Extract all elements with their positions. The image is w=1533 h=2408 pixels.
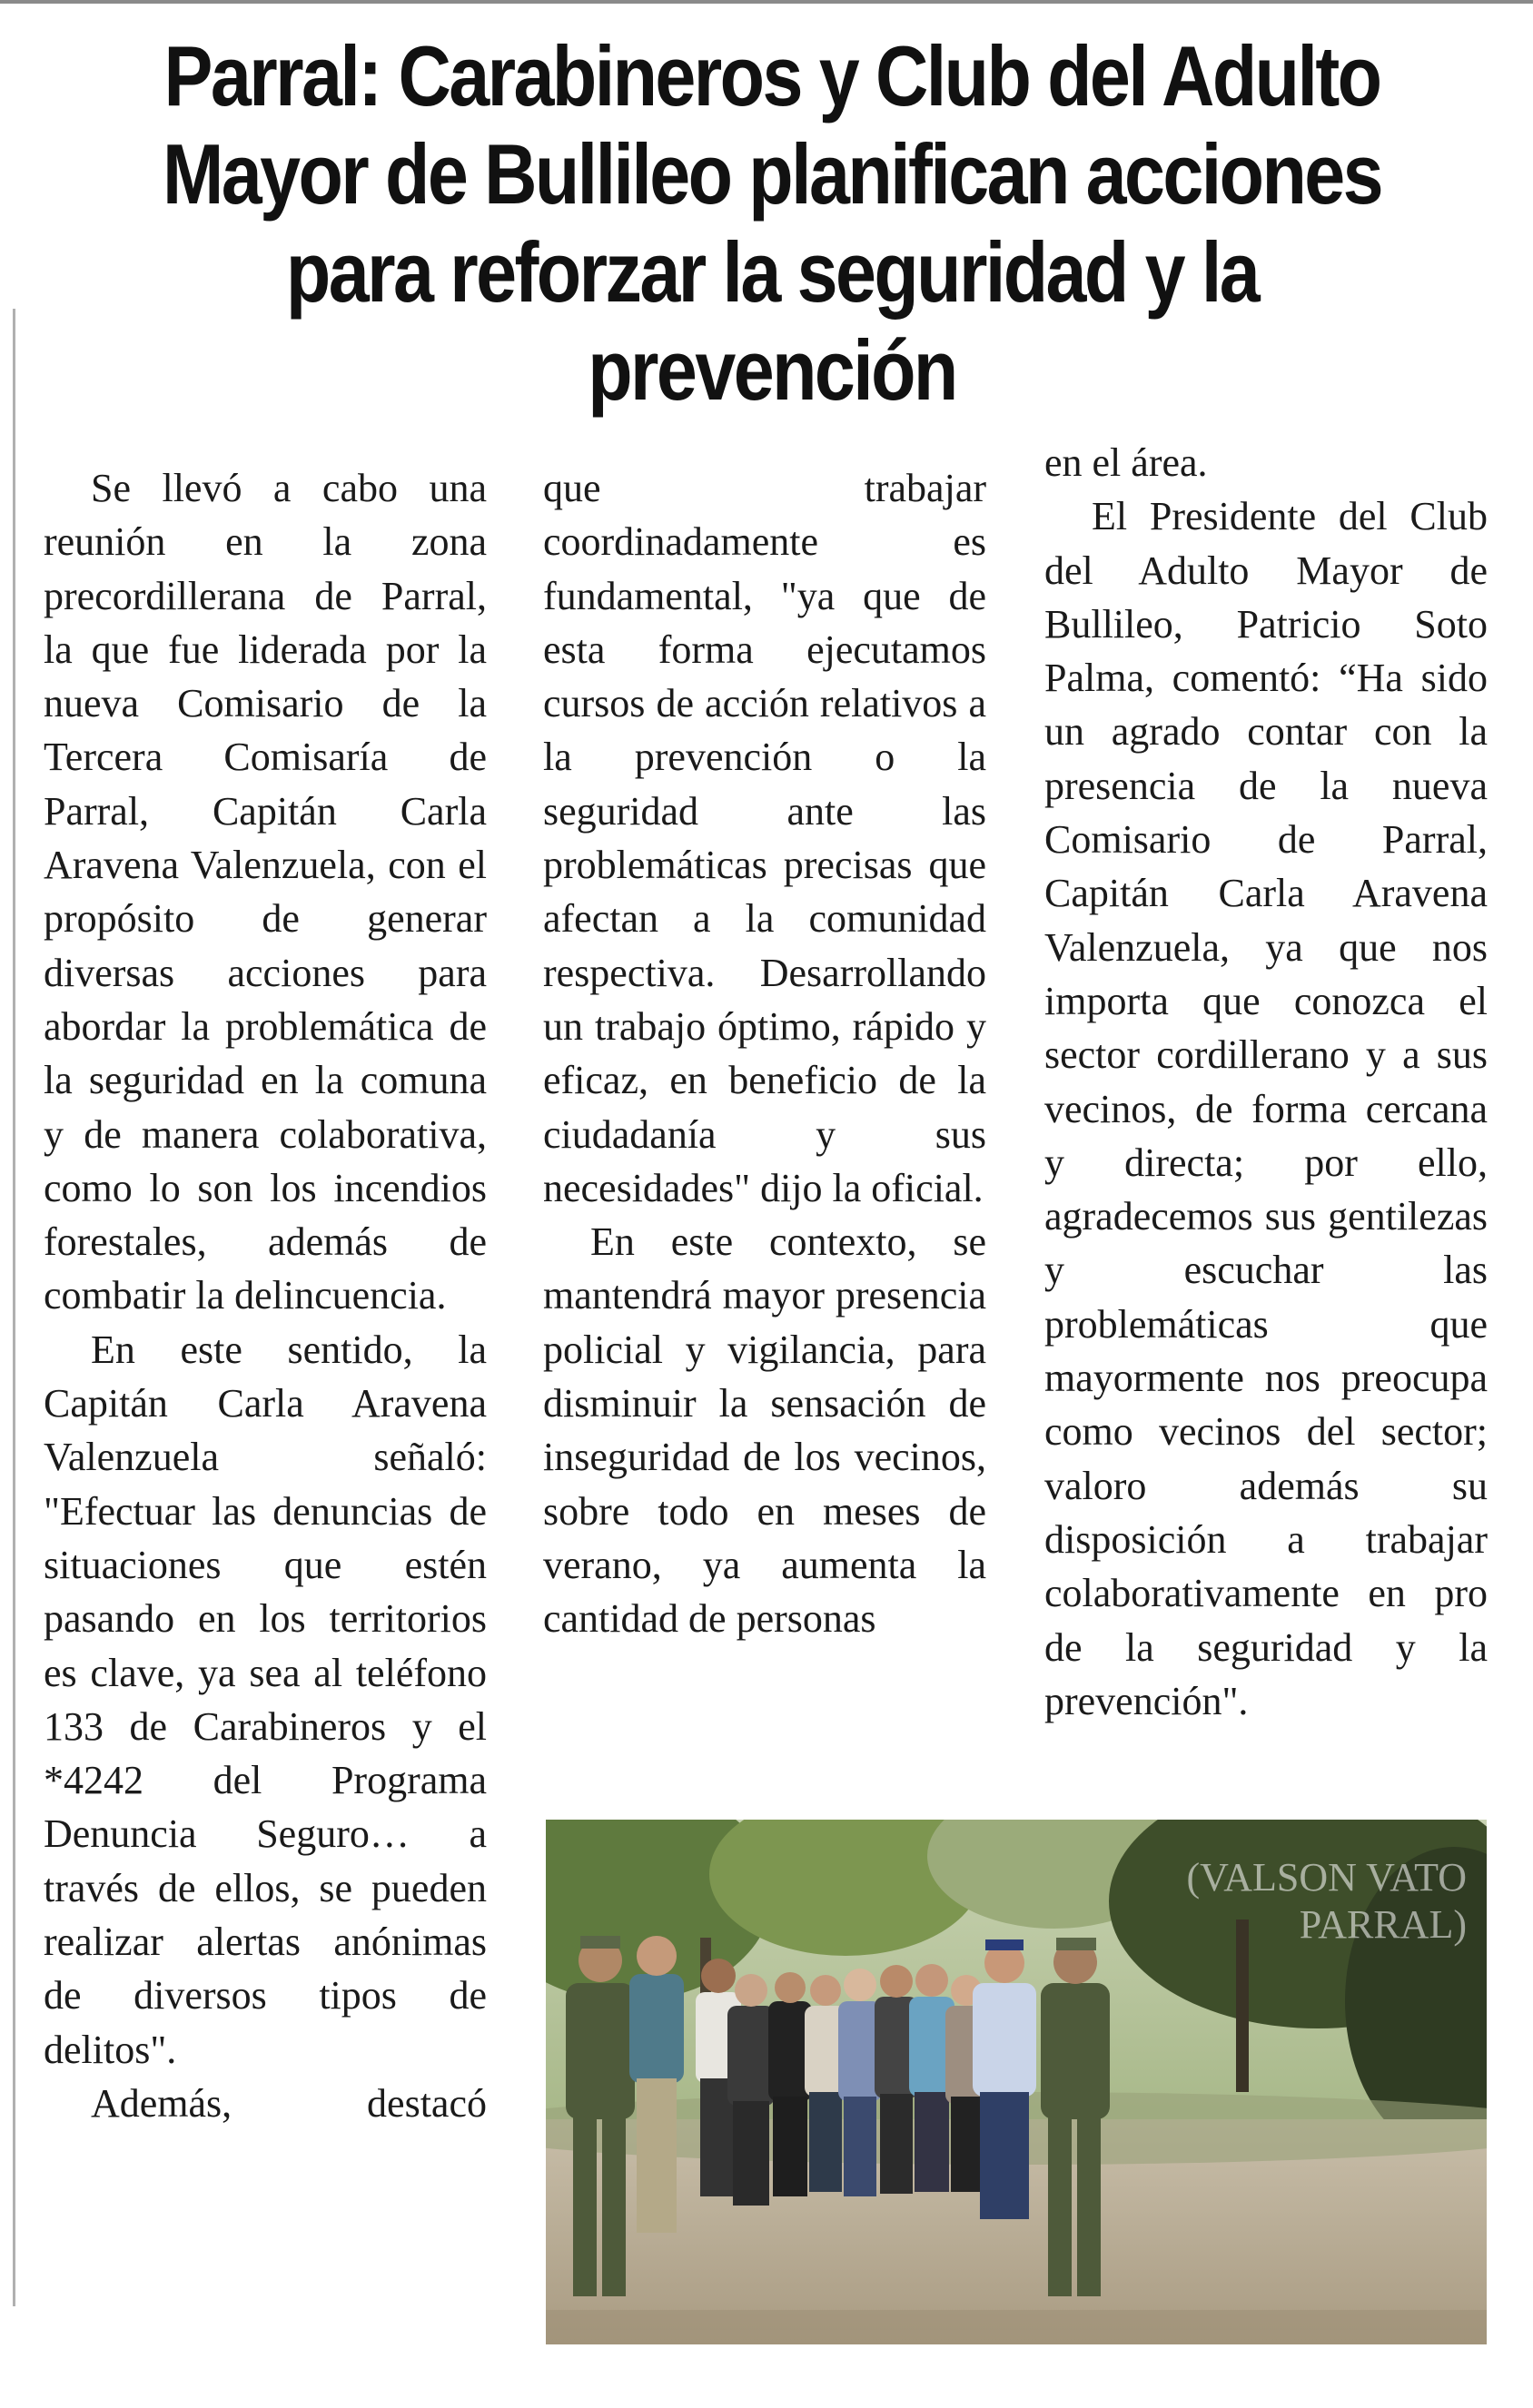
paragraph: que trabajar coordinadamente es fundamental, "ya que de esta forma ejecutamos cursos de acción relativos a la prevención o la seguridad ante las problemáticas precisas que afectan a la comunidad respectiva. Desarrollando un trabajo óptimo, rápido y eficaz, en beneficio de la ciudadanía y sus necesidades" dijo la oficial.: [543, 466, 986, 1210]
paragraph: Se llevó a cabo una reunión en la zona precordillerana de Parral, la que fue liderada por la nueva Comisario de la Tercera Comisaría de Parral, Capitán Carla Aravena Valenzuela, con el propósito de generar diversas acciones para abordar la problemática de la seguridad en la comuna y de manera colaborativa, como lo son los incendios forestales, además de combatir la delincuencia.: [44, 466, 487, 1318]
paragraph: El Presidente del Club del Adulto Mayor de Bullileo, Patricio Soto Palma, comentó: “Ha sido un agrado contar con la presencia de la nueva Comisario de Parral, Capitán Carla Aravena Valenzuela, ya que nos importa que conozca el sector cordillerano y a sus vecinos, de forma cercana y directa; por ello, agradecemos sus gentilezas y escuchar las problemáticas que mayormente nos preocupa como vecinos del sector; valoro además su disposición a trabajar colaborativamente en pro de la seguridad y la prevención".: [1044, 494, 1488, 1723]
paragraph: en el área.: [1044, 440, 1208, 485]
photo-watermark: (VALSON VATO PARRAL): [1186, 1855, 1467, 1947]
top-rule: [0, 0, 1533, 4]
body-column-3: [1044, 436, 1488, 1728]
column-rule: [13, 309, 15, 2306]
paragraph: Además, destacó: [91, 2080, 487, 2126]
headline: Parral: Carabineros y Club del Adulto Mayor de Bullileo planifican acciones para reforzar la seguridad y la prevención: [162, 28, 1382, 418]
body-column-1: [44, 461, 487, 2130]
paragraph: En este sentido, la Capitán Carla Aravena Valenzuela señaló: "Efectuar las denuncias de situaciones que estén pasando en los territorios es clave, ya sea al teléfono 133 de Carabineros y el *4242 del Programa Denuncia Seguro… a través de ellos, se pueden realizar alertas anónimas de diversos tipos de delitos".: [44, 1327, 487, 2072]
paragraph: En este contexto, se mantendrá mayor presencia policial y vigilancia, para disminuir la sensación de inseguridad de los vecinos, sobre todo en meses de verano, ya aumenta la cantidad de personas: [543, 1219, 986, 1642]
body-column-2: [543, 461, 986, 1646]
group-photo: [546, 1820, 1487, 2344]
